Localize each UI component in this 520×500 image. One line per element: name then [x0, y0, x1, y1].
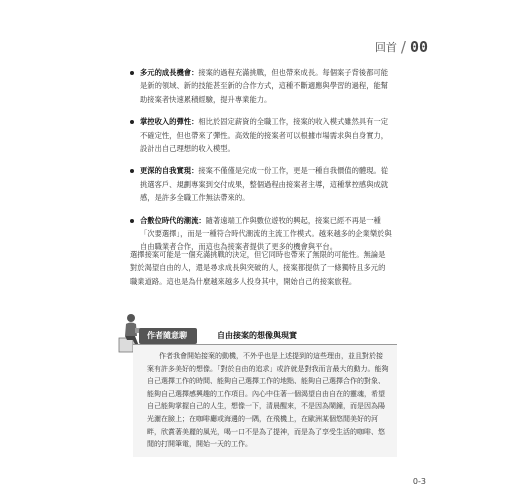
bullet-text: 接案不僅僅是完成一份工作，更是一種自我價值的體現。從挑選客戶、規劃專案到交付成果，整個過程由接案者主導，這種掌控感與成就感，是許多全職工作無法帶來的。	[140, 166, 389, 203]
bullet-dot-icon	[130, 219, 134, 223]
bullet-title: 合數位時代的潮流：	[140, 215, 206, 225]
author-chat-box	[133, 344, 397, 457]
bullet-title: 更深的自我實現：	[140, 166, 199, 176]
bullet-dot-icon	[130, 169, 134, 173]
bullet-title: 掌控收入的彈性：	[140, 117, 199, 127]
bullet-text: 相比於固定薪資的全職工作，接案的收入模式雖然具有一定不確定性，但也帶來了彈性。高效能的接案者可以根據市場需求與自身實力，設計出自己理想的收入模型。	[140, 117, 389, 154]
bullet-list	[130, 66, 394, 263]
author-chat-topic: 自由接案的想像與現實	[217, 331, 297, 340]
header-slash: /	[400, 38, 406, 56]
summary-paragraph	[130, 248, 392, 292]
bullet-dot-icon	[130, 120, 134, 124]
header-label: 回首	[374, 41, 397, 54]
bullet-dot-icon	[130, 71, 134, 75]
bullet-item	[130, 115, 394, 155]
bullet-text: 接案的過程充滿挑戰，但也帶來成長。每個案子背後都可能是新的領域、新的技能甚至新的合作方式，這種不斷適應與學習的過程，能幫助接案者快速累積經驗，提升專業能力。	[140, 68, 389, 104]
page-number: 0-3	[412, 477, 426, 486]
bullet-item	[130, 66, 394, 106]
header-number: 00	[409, 38, 428, 56]
author-chat-text: 作者我會開始接案的動機，不外乎也是上述提到的這些理由，並且對於接案有許多美好的想像。「對於自由的追求」或許就是對我而言最大的動力。能夠自己選擇工作的時間、能夠自己選擇工作的地點、能夠自己選擇合作的對象、能夠自己選擇感興趣的工作項目。內心中住著一個渴望自由自在的靈魂，希望自己能夠掌握自己的人生，想像一下，清晨醒來，不是因為鬧鐘，而是因為陽光灑在臉上；在咖啡廳或海邊的一隅，在飛機上，在歐洲某個悠閒美好的河畔，欣賞著美麗的風光，喝一口不是為了提神，而是為了享受生活的咖啡、悠閒的打開筆電，開始一天的工作。	[147, 352, 389, 449]
author-chat-section	[117, 310, 397, 470]
bullet-text: 隨著遠端工作與數位遊牧的興起，接案已經不再是一種「次要選擇」，而是一種符合時代潮流的主流工作模式。越來越多的企業樂於與自由職業者合作，而這也為接案者提供了更多的機會與平台。	[140, 215, 392, 252]
bullet-title: 多元的成長機會：	[140, 68, 199, 77]
author-chat-tag: 作者隨意聊	[139, 328, 197, 344]
running-header	[375, 38, 428, 56]
paragraph-text: 選擇接案可能是一個充滿挑戰的決定，但它同時也帶來了無限的可能性。無論是對於渴望自由的人，還是尋求成長與突破的人，接案都提供了一條獨特且多元的職業道路。這也是為什麼越來越多人投身其中，開始自己的接案旅程。	[130, 250, 386, 286]
bullet-item	[130, 164, 394, 204]
